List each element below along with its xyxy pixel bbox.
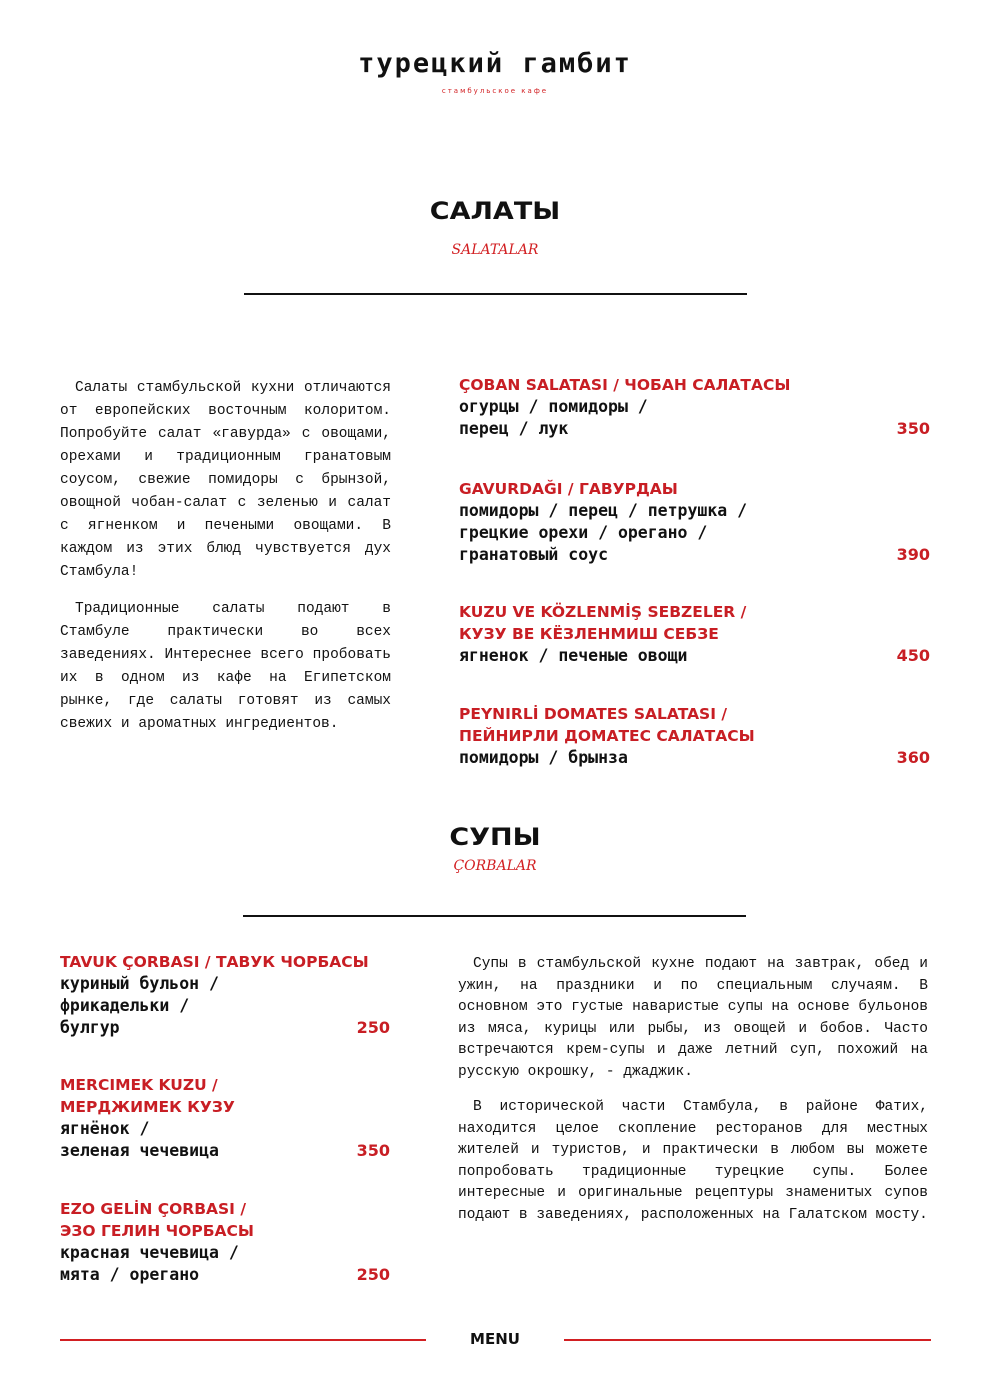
item-description: ягнёнок / зеленая чечевица	[60, 1119, 219, 1160]
brand-subtitle: стамбульское кафе	[441, 87, 549, 95]
item-name: ÇOBAN SALATASI / ЧОБАН САЛАТАСЫ	[459, 376, 791, 394]
item-description: красная чечевица / мята / орегано	[60, 1243, 239, 1284]
item-description: помидоры / перец / петрушка / грецкие орехи / орегано / гранатовый соус	[459, 501, 748, 564]
item-price: 450	[896, 646, 930, 665]
item-description: огурцы / помидоры / перец / лук	[459, 397, 648, 438]
item-price: 390	[896, 545, 930, 564]
salads-intro-paragraph: Салаты стамбульской кухни отличаются от европейских восточным колоритом. Попробуйте салат «гавурда» с овощами, орехами и традиционным гранатовым соусом, свежие помидоры с брынзой, овощной чобан-салат с зеленью и салат с ягненком и печеными овощами. В каждом из этих блюд чувствуется дух Стамбула!	[60, 380, 391, 580]
item-description: куриный бульон / фрикадельки / булгур	[60, 974, 219, 1037]
item-name: GAVURDAĞI / ГАВУРДАЫ	[459, 480, 678, 498]
item-price: 350	[896, 419, 930, 438]
item-description: помидоры / брынза	[459, 748, 628, 767]
soups-intro	[458, 954, 928, 1240]
menu-item	[60, 1198, 390, 1286]
menu-item	[459, 601, 930, 667]
footer-line-right	[564, 1339, 931, 1341]
footer-menu-label: MENU	[470, 1330, 520, 1348]
item-price: 250	[356, 1265, 390, 1284]
item-name: PEYNIRLİ DOMATES SALATASI / ПЕЙНИРЛИ ДОМАТЕС САЛАТАСЫ	[459, 705, 755, 745]
menu-item	[459, 374, 930, 440]
item-price: 360	[896, 748, 930, 767]
salads-divider	[244, 293, 747, 295]
salads-subtitle: SALATALAR	[451, 242, 539, 258]
item-name: EZO GELİN ÇORBASI / ЭЗО ГЕЛИН ЧОРБАСЫ	[60, 1200, 254, 1240]
soups-intro-paragraph: В исторической части Стамбула, в районе Фатих, находится целое скопление ресторанов для местных жителей и туристов, и практически в любом вы можете попробовать традиционные турецкие супы. Более интересные и оригинальные рецептуры знаменитых супов подают в заведениях, расположенных на Галатском мосту.	[458, 1099, 928, 1223]
soups-title: СУПЫ	[449, 823, 541, 852]
item-description: ягненок / печеные овощи	[459, 646, 688, 665]
salads-intro-paragraph: Традиционные салаты подают в Стамбуле практически во всех заведениях. Интереснее всего пробовать их в одном из кафе на Египетском рынке, где салаты готовят из самых свежих и ароматных ингредиентов.	[60, 601, 391, 732]
soups-divider	[243, 915, 746, 917]
brand-title: турецкий гамбит	[358, 48, 632, 79]
soups-intro-paragraph: Супы в стамбульской кухне подают на завтрак, обед и ужин, на праздники и по специальным случаям. В основном это густые наваристые супы на основе бульонов из мяса, курицы или рыбы, из овощей и бобов. Часто встречаются крем-супы и даже летний суп, похожий на русскую окрошку, - джаджик.	[458, 956, 928, 1080]
salads-intro	[60, 377, 391, 750]
salads-title: САЛАТЫ	[429, 197, 561, 226]
item-price: 250	[356, 1018, 390, 1037]
item-name: TAVUK ÇORBASI / ТАВУК ЧОРБАСЫ	[60, 953, 369, 971]
footer-line-left	[60, 1339, 426, 1341]
menu-item	[60, 951, 390, 1039]
menu-item	[459, 478, 930, 566]
soups-subtitle: ÇORBALAR	[453, 858, 537, 874]
item-name: KUZU VE KÖZLENMİŞ SEBZELER / КУЗУ ВЕ КЁЗЛЕНМИШ СЕБЗЕ	[459, 603, 747, 643]
menu-item	[459, 703, 930, 769]
menu-item	[60, 1074, 390, 1162]
item-price: 350	[356, 1141, 390, 1160]
item-name: MERCIMEK KUZU / МЕРДЖИМЕК КУЗУ	[60, 1076, 235, 1116]
